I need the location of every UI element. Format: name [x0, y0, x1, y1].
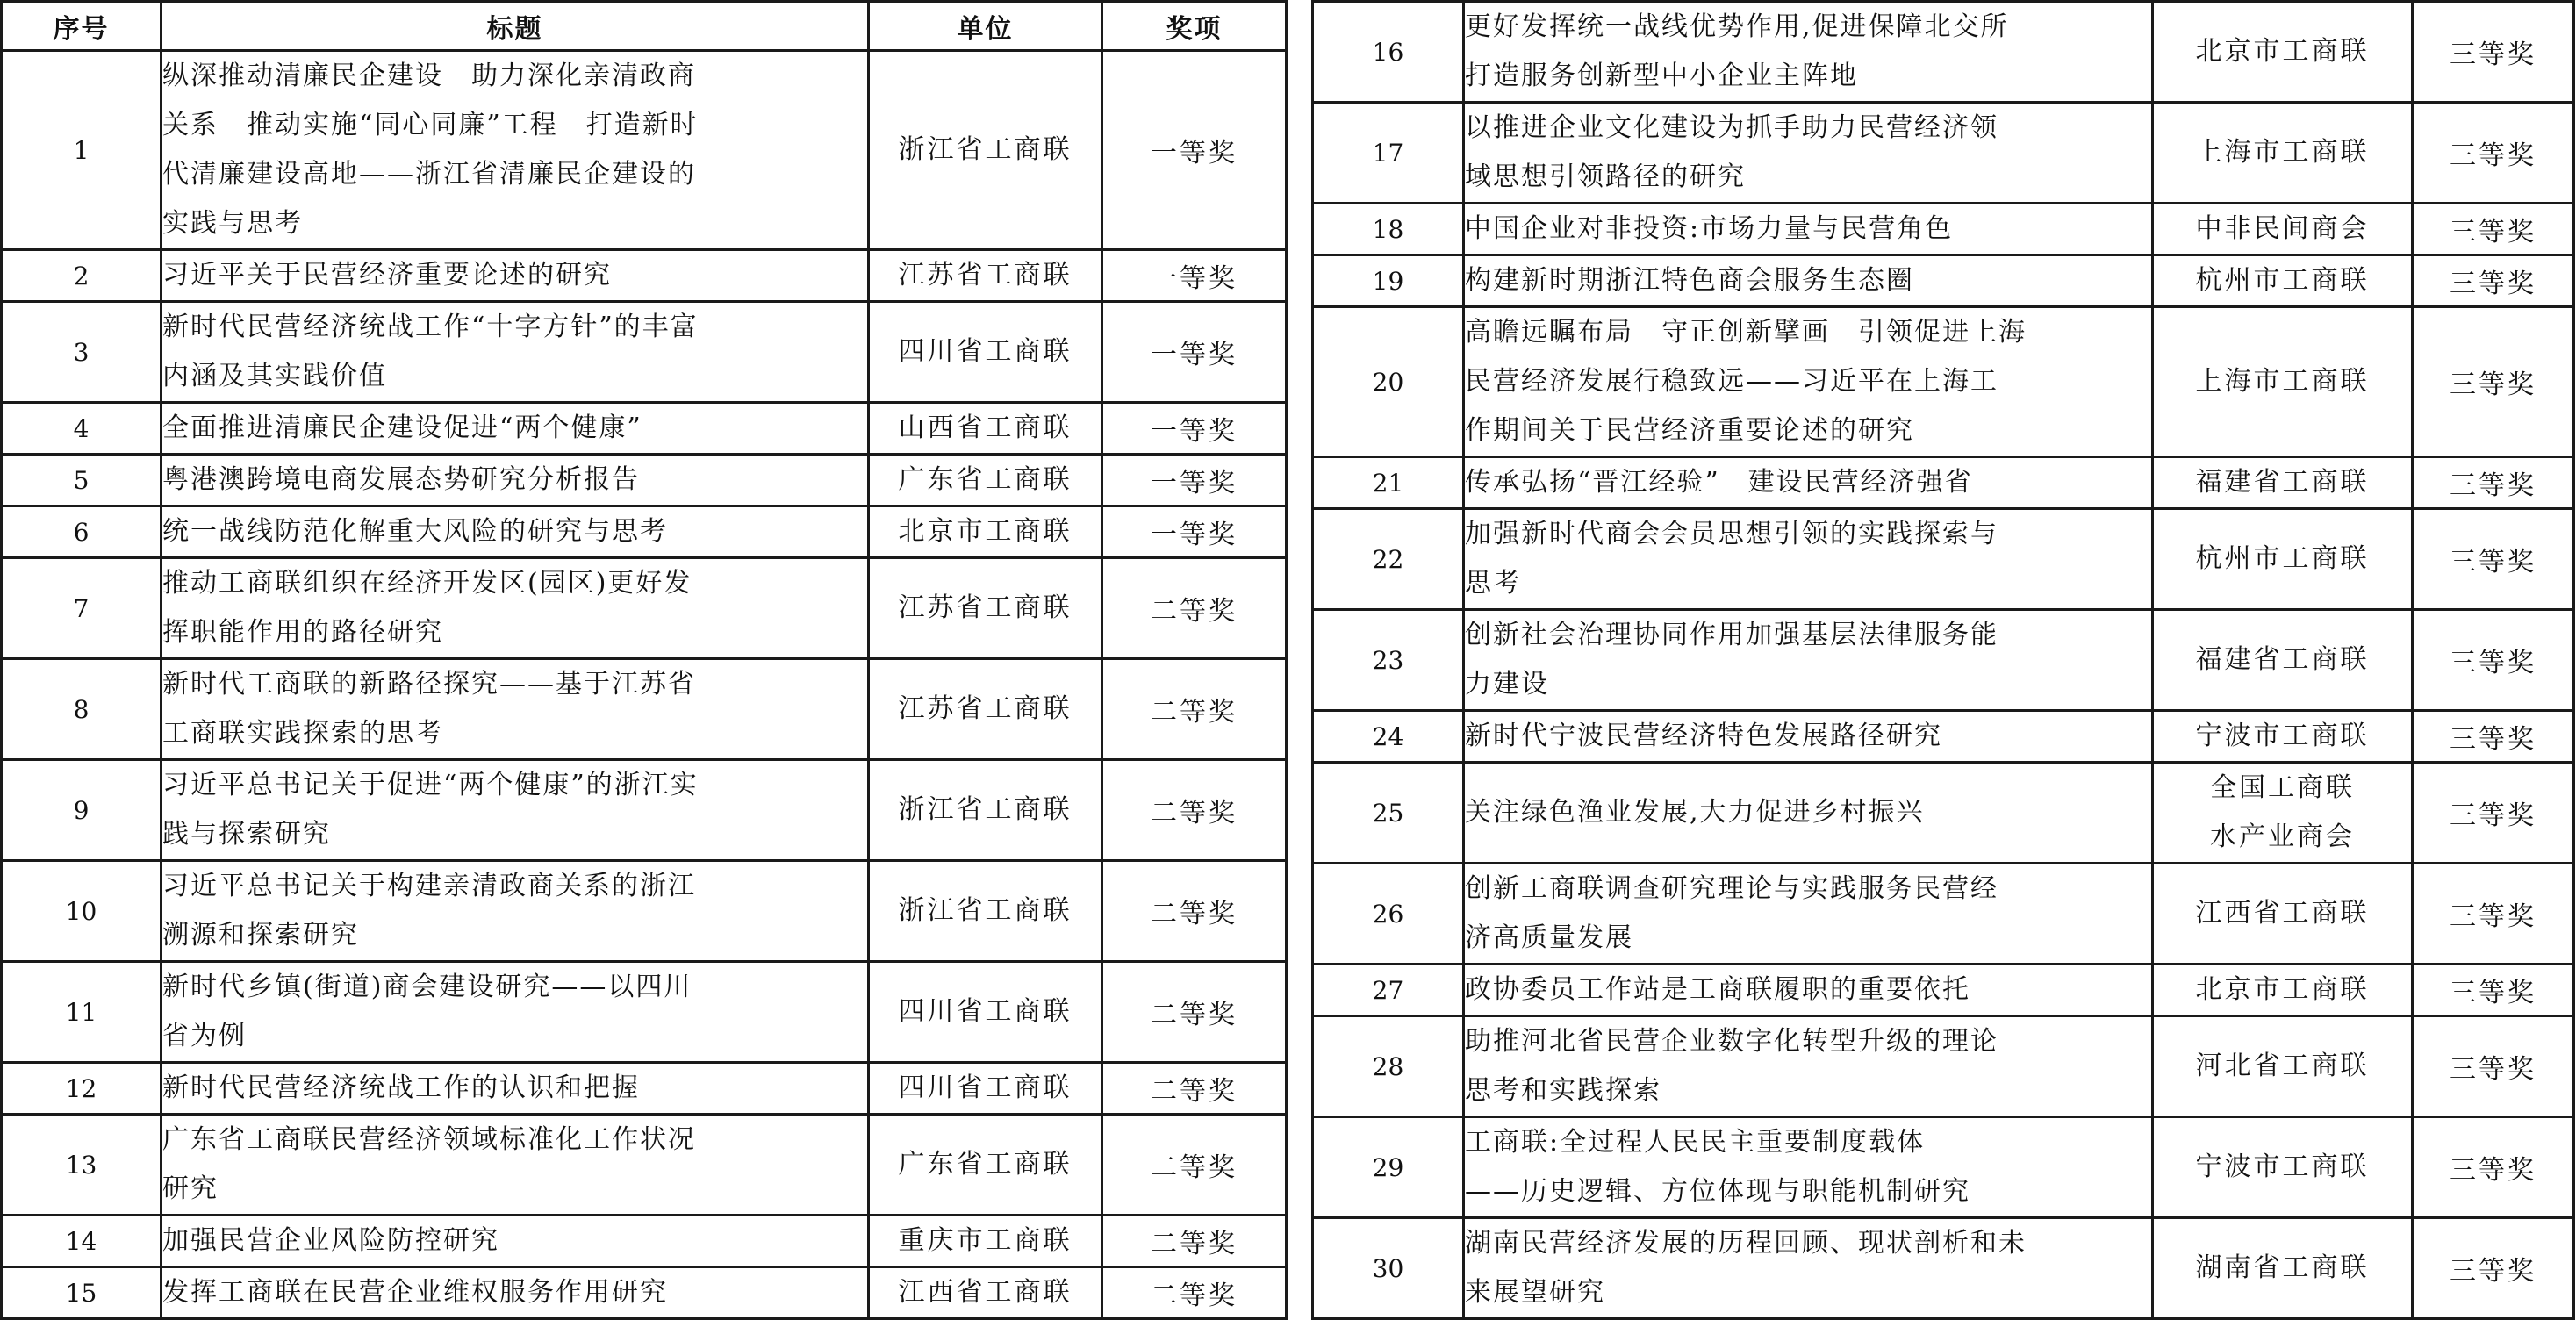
- row-title-line: 力建设: [1465, 669, 1549, 699]
- row-title: [1464, 255, 2153, 307]
- row-title-line: 挥职能作用的路径研究: [162, 617, 443, 648]
- row-unit: [869, 558, 1102, 659]
- row-award: 二等奖: [1102, 760, 1287, 861]
- row-unit: [869, 962, 1102, 1063]
- row-award: 三等奖: [2413, 457, 2574, 509]
- table-row: [1313, 509, 2574, 610]
- row-title-line: 政协委员工作站是工商联履职的重要依托: [1465, 974, 1970, 1005]
- row-unit-line: 中非民间商会: [2195, 213, 2370, 244]
- row-title: [1464, 204, 2153, 255]
- row-title: [1464, 965, 2153, 1016]
- row-unit-line: 北京市工商联: [2195, 974, 2370, 1005]
- row-index: 3: [2, 302, 161, 403]
- row-award: 二等奖: [1102, 1115, 1287, 1216]
- row-unit: [2153, 711, 2413, 763]
- row-title: [1464, 2, 2153, 103]
- row-title-line: 践与探索研究: [162, 819, 331, 850]
- row-title-line: 新时代民营经济统战工作“十字方针”的丰富: [162, 312, 699, 342]
- row-title: [161, 659, 869, 760]
- row-title-line: 新时代宁波民营经济特色发展路径研究: [1465, 721, 1942, 751]
- row-award: 二等奖: [1102, 558, 1287, 659]
- row-title-line: 习近平总书记关于构建亲清政商关系的浙江: [162, 871, 696, 901]
- row-unit: [2153, 610, 2413, 711]
- row-award: 三等奖: [2413, 2, 2574, 103]
- row-award: 三等奖: [2413, 965, 2574, 1016]
- row-award: 一等奖: [1102, 455, 1287, 506]
- row-title-line: 全面推进清廉民企建设促进“两个健康”: [162, 412, 642, 443]
- row-title: [1464, 1016, 2153, 1117]
- row-title: [161, 302, 869, 403]
- row-title-line: 高瞻远瞩布局 守正创新擘画 引领促进上海: [1465, 317, 2027, 348]
- row-index: 6: [2, 506, 161, 558]
- row-title-line: 创新工商联调查研究理论与实践服务民营经: [1465, 873, 1998, 904]
- row-title-line: 省为例: [162, 1021, 247, 1051]
- award-table-left-body: [2, 51, 1287, 1319]
- header-title: 标题: [161, 2, 869, 51]
- row-index: 5: [2, 455, 161, 506]
- row-title: [161, 1063, 869, 1115]
- row-index: 18: [1313, 204, 1464, 255]
- row-title-line: 推动工商联组织在经济开发区(园区)更好发: [162, 568, 692, 599]
- row-title-line: 民营经济发展行稳致远——习近平在上海工: [1465, 366, 1998, 397]
- table-row: [2, 506, 1287, 558]
- row-unit-line: 浙江省工商联: [898, 134, 1073, 165]
- row-unit: [869, 1267, 1102, 1319]
- row-award: 三等奖: [2413, 864, 2574, 965]
- row-unit: [2153, 763, 2413, 864]
- row-title-line: 新时代工商联的新路径探究——基于江苏省: [162, 669, 696, 699]
- row-title: [1464, 610, 2153, 711]
- table-row: [1313, 864, 2574, 965]
- row-unit-line: 四川省工商联: [898, 996, 1073, 1027]
- row-award: 三等奖: [2413, 711, 2574, 763]
- row-award: 一等奖: [1102, 302, 1287, 403]
- row-unit: [869, 1216, 1102, 1267]
- table-row: [1313, 307, 2574, 457]
- row-title-line: 加强新时代商会会员思想引领的实践探索与: [1465, 519, 1998, 549]
- row-unit: [2153, 204, 2413, 255]
- table-row: [1313, 965, 2574, 1016]
- table-row: [1313, 1016, 2574, 1117]
- row-unit-line: 北京市工商联: [2195, 36, 2370, 67]
- row-unit-line: 宁波市工商联: [2195, 1151, 2370, 1182]
- table-row: [2, 1063, 1287, 1115]
- row-title: [1464, 103, 2153, 204]
- row-award: 一等奖: [1102, 51, 1287, 250]
- row-title-line: 湖南民营经济发展的历程回顾、现状剖析和未: [1465, 1228, 2027, 1259]
- row-unit: [2153, 1218, 2413, 1319]
- row-award: 二等奖: [1102, 1216, 1287, 1267]
- row-title-line: 内涵及其实践价值: [162, 361, 387, 391]
- row-unit-line: 重庆市工商联: [898, 1225, 1073, 1256]
- row-title: [161, 760, 869, 861]
- row-unit-line: 浙江省工商联: [898, 794, 1073, 825]
- row-title-line: 关系 推动实施“同心同廉”工程 打造新时: [162, 110, 699, 140]
- table-row: [2, 455, 1287, 506]
- row-index: 19: [1313, 255, 1464, 307]
- row-award: 二等奖: [1102, 861, 1287, 962]
- row-award: 三等奖: [2413, 204, 2574, 255]
- row-index: 22: [1313, 509, 1464, 610]
- row-index: 24: [1313, 711, 1464, 763]
- table-row: [2, 403, 1287, 455]
- row-award: 三等奖: [2413, 509, 2574, 610]
- row-title: [161, 455, 869, 506]
- row-unit: [869, 1063, 1102, 1115]
- row-award: 一等奖: [1102, 506, 1287, 558]
- row-index: 21: [1313, 457, 1464, 509]
- row-index: 2: [2, 250, 161, 302]
- row-title-line: 统一战线防范化解重大风险的研究与思考: [162, 516, 668, 547]
- row-title-line: 纵深推动清廉民企建设 助力深化亲清政商: [162, 61, 696, 91]
- row-unit: [2153, 509, 2413, 610]
- table-row: [1313, 2, 2574, 103]
- row-title-line: 新时代乡镇(街道)商会建设研究——以四川: [162, 972, 692, 1002]
- table-header-row: [2, 2, 1287, 51]
- row-title: [161, 1267, 869, 1319]
- row-title: [1464, 457, 2153, 509]
- row-unit-line: 江西省工商联: [898, 1277, 1073, 1308]
- row-title-line: 中国企业对非投资:市场力量与民营角色: [1465, 213, 1954, 244]
- row-title-line: 以推进企业文化建设为抓手助力民营经济领: [1465, 112, 1998, 143]
- row-title: [1464, 864, 2153, 965]
- row-title-line: 思考: [1465, 568, 1521, 599]
- row-unit-line: 江苏省工商联: [898, 693, 1073, 724]
- row-index: 10: [2, 861, 161, 962]
- header-index: 序号: [2, 2, 161, 51]
- row-title-line: 实践与思考: [162, 208, 303, 239]
- row-unit-line: 江西省工商联: [2195, 898, 2370, 929]
- row-unit: [869, 861, 1102, 962]
- row-title: [161, 403, 869, 455]
- row-index: 14: [2, 1216, 161, 1267]
- header-award: 奖项: [1102, 2, 1287, 51]
- row-title: [1464, 509, 2153, 610]
- row-index: 27: [1313, 965, 1464, 1016]
- row-index: 20: [1313, 307, 1464, 457]
- row-index: 29: [1313, 1117, 1464, 1218]
- row-title-line: 研究: [162, 1173, 219, 1204]
- row-title: [1464, 1117, 2153, 1218]
- table-row: [2, 558, 1287, 659]
- row-title-line: 工商联实践探索的思考: [162, 718, 443, 749]
- row-unit-line: 北京市工商联: [898, 516, 1073, 547]
- row-unit: [869, 659, 1102, 760]
- header-unit: 单位: [869, 2, 1102, 51]
- row-unit-line: 浙江省工商联: [898, 895, 1073, 926]
- row-unit-line: 广东省工商联: [898, 1149, 1073, 1180]
- table-row: [2, 861, 1287, 962]
- row-index: 11: [2, 962, 161, 1063]
- row-award: 二等奖: [1102, 962, 1287, 1063]
- table-row: [1313, 711, 2574, 763]
- row-title-line: 新时代民营经济统战工作的认识和把握: [162, 1072, 640, 1103]
- table-row: [1313, 1218, 2574, 1319]
- row-title-line: 代清廉建设高地——浙江省清廉民企建设的: [162, 159, 696, 190]
- table-row: [2, 1216, 1287, 1267]
- row-title: [161, 51, 869, 250]
- row-unit-line: 上海市工商联: [2195, 137, 2370, 168]
- row-award: 三等奖: [2413, 1218, 2574, 1319]
- row-index: 8: [2, 659, 161, 760]
- row-award: 三等奖: [2413, 1016, 2574, 1117]
- table-row: [2, 302, 1287, 403]
- row-unit: [2153, 307, 2413, 457]
- row-index: 28: [1313, 1016, 1464, 1117]
- row-title-line: 关注绿色渔业发展,大力促进乡村振兴: [1465, 797, 1925, 828]
- row-title-line: 构建新时期浙江特色商会服务生态圈: [1465, 265, 1914, 296]
- table-row: [1313, 103, 2574, 204]
- row-title: [161, 558, 869, 659]
- row-unit: [869, 302, 1102, 403]
- row-title-line: 溯源和探索研究: [162, 920, 359, 951]
- row-award: 三等奖: [2413, 255, 2574, 307]
- row-index: 16: [1313, 2, 1464, 103]
- table-row: [1313, 255, 2574, 307]
- row-title: [1464, 307, 2153, 457]
- row-title-line: 习近平总书记关于促进“两个健康”的浙江实: [162, 770, 699, 800]
- row-index: 17: [1313, 103, 1464, 204]
- row-unit: [869, 1115, 1102, 1216]
- row-unit: [869, 250, 1102, 302]
- row-index: 4: [2, 403, 161, 455]
- row-unit-line: 杭州市工商联: [2195, 543, 2370, 574]
- row-unit: [869, 403, 1102, 455]
- row-title-line: 打造服务创新型中小企业主阵地: [1465, 61, 1858, 91]
- table-row: [1313, 204, 2574, 255]
- row-title: [161, 250, 869, 302]
- table-row: [2, 760, 1287, 861]
- table-row: [2, 659, 1287, 760]
- row-index: 23: [1313, 610, 1464, 711]
- table-row: [1313, 763, 2574, 864]
- row-unit: [869, 455, 1102, 506]
- row-unit-line: 杭州市工商联: [2195, 265, 2370, 296]
- row-title-line: 传承弘扬“晋江经验” 建设民营经济强省: [1465, 467, 1973, 498]
- row-unit-line: 四川省工商联: [898, 336, 1073, 367]
- row-title-line: 作期间关于民营经济重要论述的研究: [1465, 415, 1914, 446]
- table-row: [2, 1115, 1287, 1216]
- row-title-line: 创新社会治理协同作用加强基层法律服务能: [1465, 620, 1998, 650]
- row-title-line: 思考和实践探索: [1465, 1075, 1661, 1106]
- table-row: [2, 250, 1287, 302]
- row-unit-line: 山西省工商联: [898, 412, 1073, 443]
- row-title: [161, 1115, 869, 1216]
- row-unit-line: 全国工商联: [2210, 772, 2355, 803]
- row-unit: [2153, 103, 2413, 204]
- award-table-right-body: [1313, 2, 2574, 1319]
- row-award: 二等奖: [1102, 1063, 1287, 1115]
- row-award: 三等奖: [2413, 307, 2574, 457]
- row-unit: [869, 51, 1102, 250]
- row-unit-line: 河北省工商联: [2195, 1051, 2370, 1081]
- award-table-right: [1311, 0, 2575, 1320]
- row-title-line: 济高质量发展: [1465, 922, 1633, 953]
- row-title: [1464, 1218, 2153, 1319]
- row-index: 1: [2, 51, 161, 250]
- row-award: 一等奖: [1102, 250, 1287, 302]
- row-title: [1464, 763, 2153, 864]
- row-unit: [2153, 255, 2413, 307]
- row-title-line: 加强民营企业风险防控研究: [162, 1225, 499, 1256]
- row-title: [161, 506, 869, 558]
- row-unit-line: 江苏省工商联: [898, 260, 1073, 291]
- row-award: 三等奖: [2413, 1117, 2574, 1218]
- row-title: [1464, 711, 2153, 763]
- row-title-line: 工商联:全过程人民民主重要制度载体: [1465, 1127, 1926, 1158]
- row-award: 三等奖: [2413, 610, 2574, 711]
- row-award: 一等奖: [1102, 403, 1287, 455]
- row-unit-line: 广东省工商联: [898, 464, 1073, 495]
- row-title-line: 更好发挥统一战线优势作用,促进保障北交所: [1465, 11, 2009, 42]
- table-row: [2, 962, 1287, 1063]
- row-title-line: 广东省工商联民营经济领域标准化工作状况: [162, 1124, 696, 1155]
- row-title-line: 来展望研究: [1465, 1277, 1605, 1308]
- row-unit-line: 湖南省工商联: [2195, 1252, 2370, 1283]
- row-unit-line: 宁波市工商联: [2195, 721, 2370, 751]
- row-award: 三等奖: [2413, 763, 2574, 864]
- row-index: 9: [2, 760, 161, 861]
- row-unit: [2153, 864, 2413, 965]
- row-index: 15: [2, 1267, 161, 1319]
- row-unit: [2153, 1117, 2413, 1218]
- row-index: 25: [1313, 763, 1464, 864]
- row-unit-line: 福建省工商联: [2195, 644, 2370, 675]
- table-row: [1313, 1117, 2574, 1218]
- row-title-line: 发挥工商联在民营企业维权服务作用研究: [162, 1277, 668, 1308]
- row-index: 7: [2, 558, 161, 659]
- row-index: 12: [2, 1063, 161, 1115]
- row-award: 二等奖: [1102, 659, 1287, 760]
- row-title: [161, 962, 869, 1063]
- row-title-line: 助推河北省民营企业数字化转型升级的理论: [1465, 1026, 1998, 1057]
- row-title-line: 域思想引领路径的研究: [1465, 161, 1746, 192]
- row-title: [161, 1216, 869, 1267]
- row-unit: [869, 760, 1102, 861]
- row-unit-line: 水产业商会: [2210, 821, 2355, 852]
- row-title-line: 粤港澳跨境电商发展态势研究分析报告: [162, 464, 640, 495]
- row-unit: [2153, 2, 2413, 103]
- table-row: [1313, 457, 2574, 509]
- row-award: 二等奖: [1102, 1267, 1287, 1319]
- table-row: [2, 1267, 1287, 1319]
- row-title: [161, 861, 869, 962]
- row-unit-line: 江苏省工商联: [898, 592, 1073, 623]
- row-index: 26: [1313, 864, 1464, 965]
- row-award: 三等奖: [2413, 103, 2574, 204]
- row-unit-line: 福建省工商联: [2195, 467, 2370, 498]
- row-unit: [2153, 457, 2413, 509]
- row-unit-line: 上海市工商联: [2195, 366, 2370, 397]
- row-index: 13: [2, 1115, 161, 1216]
- row-unit: [2153, 1016, 2413, 1117]
- table-row: [2, 51, 1287, 250]
- row-unit: [869, 506, 1102, 558]
- row-title-line: 习近平关于民营经济重要论述的研究: [162, 260, 612, 291]
- row-unit: [2153, 965, 2413, 1016]
- table-row: [1313, 610, 2574, 711]
- row-title-line: ——历史逻辑、方位体现与职能机制研究: [1465, 1176, 1970, 1207]
- row-index: 30: [1313, 1218, 1464, 1319]
- row-unit-line: 四川省工商联: [898, 1072, 1073, 1103]
